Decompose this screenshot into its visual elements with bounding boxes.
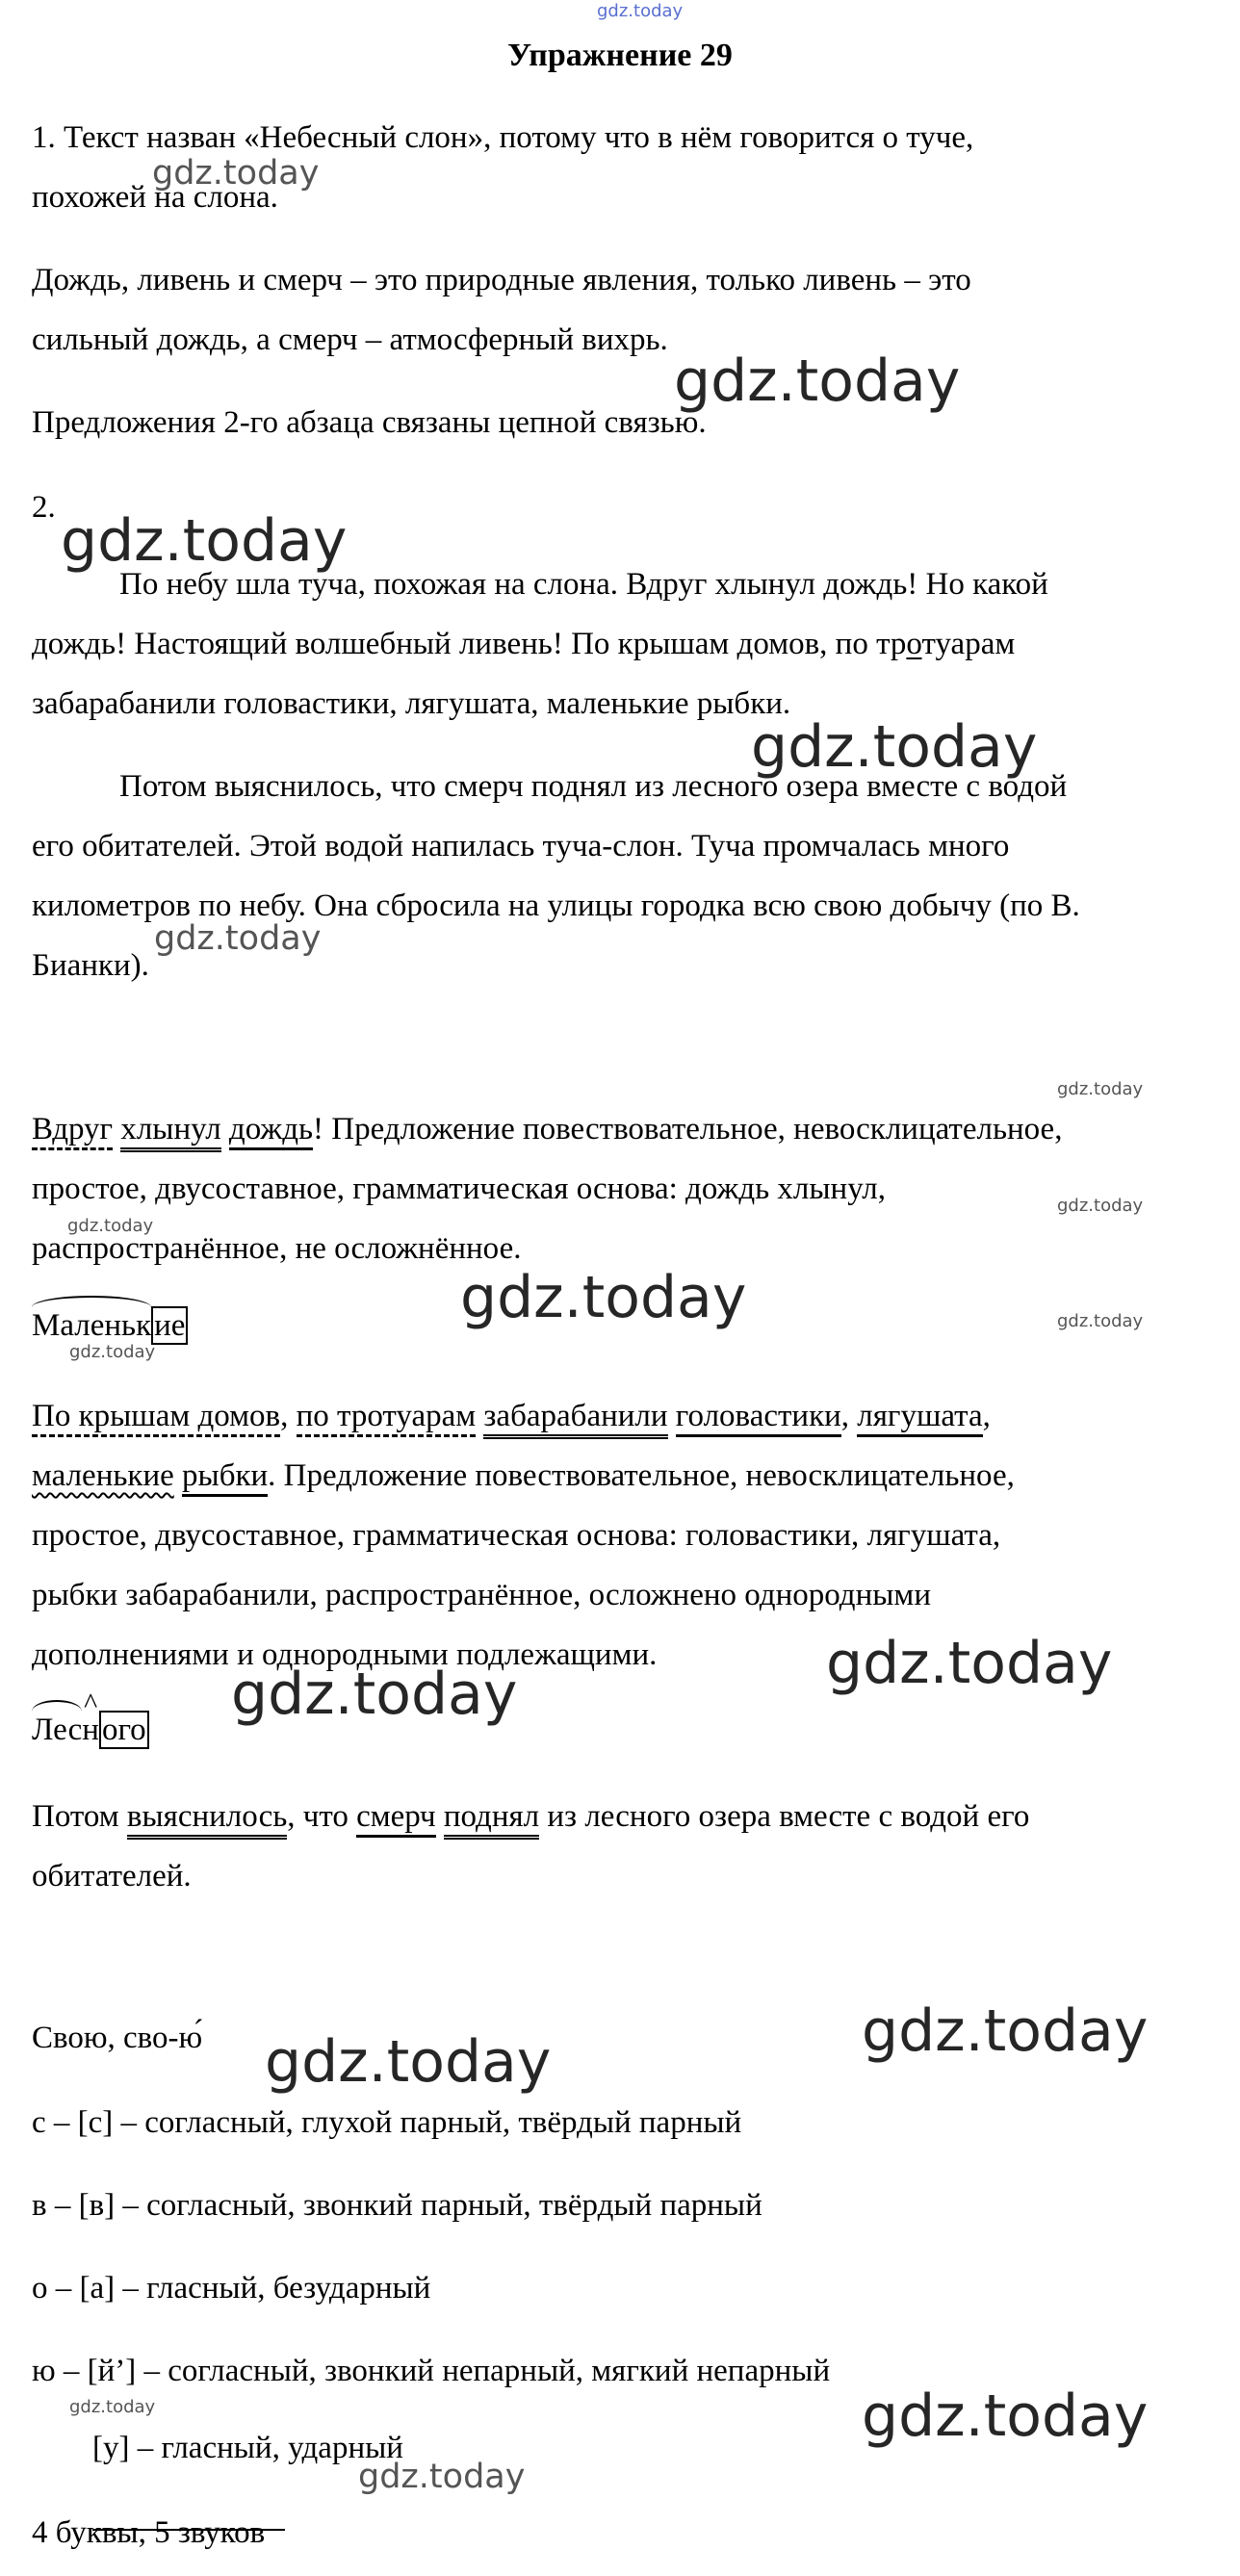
answer-1-para-3: Предложения 2-го абзаца связаны цепной связью. — [32, 405, 707, 440]
phonetic-v: в – [в] – согласный, звонкий парный, твёрдый парный — [32, 2188, 762, 2223]
text-p2-line-4: Бианки). — [32, 948, 149, 983]
analysis-2-line-1: По крышам домов, по тротуарам забарабанили головастики, лягушата, — [32, 1398, 991, 1436]
analysis-1-line-1: Вдруг хлынул дождь! Предложение повествовательное, невосклицательное, — [32, 1111, 1062, 1149]
analysis-1-line-3: распространённое, не осложнённое. — [32, 1231, 522, 1266]
text-p2-line-1: Потом выяснилось, что смерч поднял из лесного озера вместе с водой — [119, 769, 1068, 804]
analysis-2-line-2: маленькие рыбки. Предложение повествовательное, невосклицательное, — [32, 1457, 1015, 1496]
analysis-3-line-2: обитателей. — [32, 1859, 192, 1893]
answer-2-number: 2. — [32, 490, 56, 525]
phonetic-word: Свою, сво-ю́ — [32, 2021, 203, 2055]
watermark-top: gdz.today — [597, 1, 684, 21]
answer-1-para-2-line-1: Дождь, ливень и смерч – это природные явления, только ливень – это — [32, 263, 971, 297]
watermark: gdz.today — [69, 1342, 156, 1362]
analysis-2-line-5: дополнениями и однородными подлежащими. — [32, 1637, 658, 1672]
text-p1-line-1: По небу шла туча, похожая на слона. Вдруг хлынул дождь! Но какой — [119, 567, 1048, 602]
analysis-2-line-4: рыбки забарабанили, распространённое, осложнено однородными — [32, 1578, 931, 1612]
watermark: gdz.today — [1057, 1196, 1144, 1216]
answer-1-line-2: похожей на слона. — [32, 180, 278, 215]
watermark: gdz.today — [1057, 1311, 1144, 1331]
phonetic-yu: ю – [й’] – согласный, звонкий непарный, мягкий непарный — [32, 2354, 831, 2388]
text-p2-line-3: километров по небу. Она сбросила на улицы городка всю свою добычу (по В. — [32, 889, 1080, 923]
phonetic-yu-second-sound: [у] – гласный, ударный — [92, 2431, 403, 2465]
analysis-2-line-3: простое, двусоставное, грамматическая основа: головастики, лягушата, — [32, 1518, 1001, 1553]
morpheme-parse-lesnogo: Лес^ ного — [32, 1712, 149, 1750]
phonetic-o: о – [а] – гласный, безударный — [32, 2271, 431, 2306]
watermark: gdz.today — [152, 154, 320, 193]
phonetic-s: с – [с] – согласный, глухой парный, твёрдый парный — [32, 2105, 742, 2140]
watermark: gdz.today — [826, 1630, 1113, 1697]
watermark: gdz.today — [862, 1997, 1149, 2065]
watermark: gdz.today — [67, 1216, 154, 1236]
watermark: gdz.today — [231, 1661, 518, 1728]
phonetic-summary: 4 буквы, 5 звуков — [32, 2515, 266, 2550]
text-p1-line-2: дождь! Настоящий волшебный ливень! По крышам домов, по тротуарам — [32, 627, 1016, 661]
morpheme-parse-malenkie: Маленькие — [32, 1307, 188, 1346]
watermark: gdz.today — [265, 2028, 552, 2096]
watermark: gdz.today — [862, 2383, 1149, 2450]
analysis-3-line-1: Потом выяснилось, что смерч поднял из лесного озера вместе с водой его — [32, 1798, 1029, 1837]
watermark: gdz.today — [1057, 1079, 1144, 1099]
watermark: gdz.today — [69, 2397, 156, 2417]
analysis-1-line-2: простое, двусоставное, грамматическая основа: дождь хлынул, — [32, 1172, 886, 1206]
answer-1-line-1: 1. Текст назван «Небесный слон», потому что в нём говорится о туче, — [32, 120, 974, 155]
page-title: Упражнение 29 — [507, 38, 733, 73]
text-p1-line-3: забарабанили головастики, лягушата, маленькие рыбки. — [32, 686, 791, 721]
watermark: gdz.today — [358, 2458, 526, 2496]
answer-1-para-2-line-2: сильный дождь, а смерч – атмосферный вихрь. — [32, 322, 668, 357]
watermark: gdz.today — [154, 919, 322, 958]
watermark: gdz.today — [751, 713, 1038, 781]
watermark: gdz.today — [61, 507, 348, 575]
watermark: gdz.today — [460, 1264, 747, 1331]
watermark: gdz.today — [674, 348, 961, 415]
text-p2-line-2: его обитателей. Этой водой напилась туча-слон. Туча промчалась много — [32, 829, 1010, 863]
